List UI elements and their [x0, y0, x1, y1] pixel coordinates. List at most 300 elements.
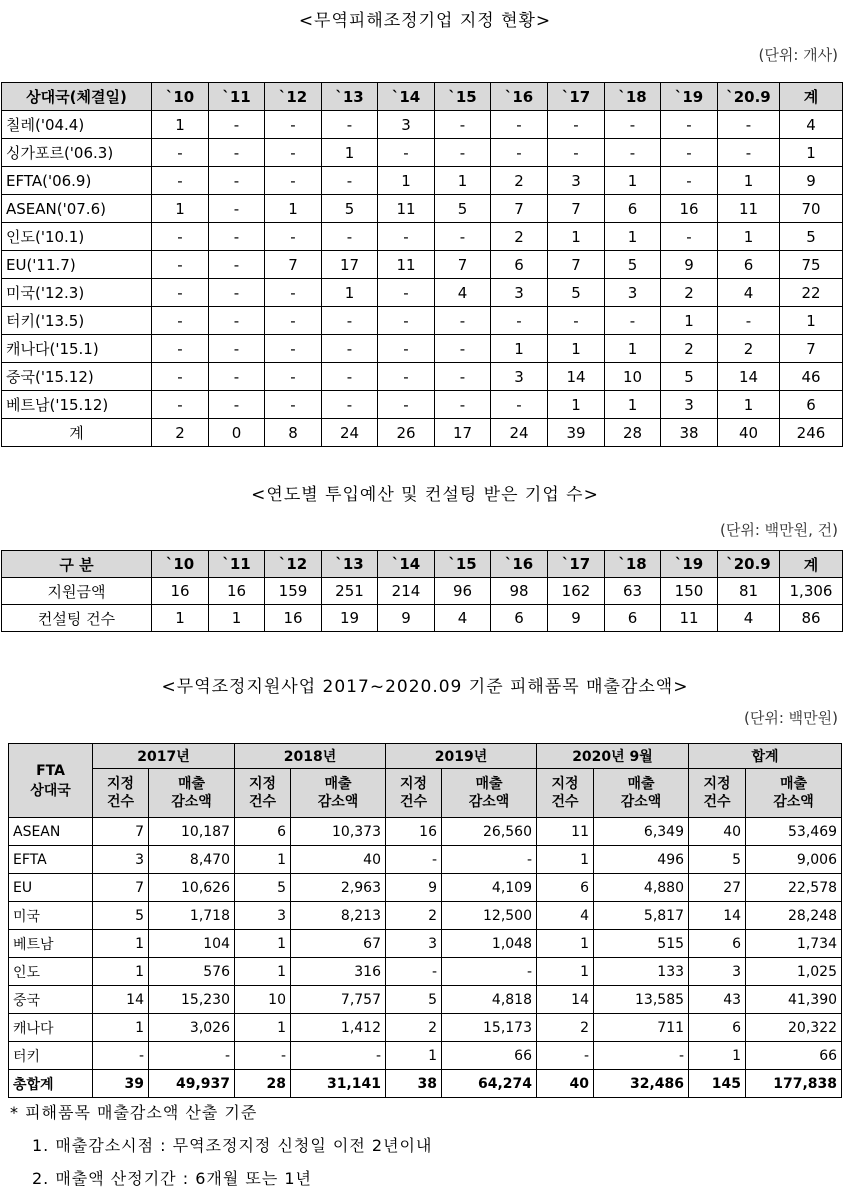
table-cell: -	[322, 363, 378, 391]
table-cell: 1	[322, 139, 378, 167]
table-cell: 63	[605, 578, 661, 605]
table-cell: -	[209, 307, 265, 335]
table-cell: 11	[378, 195, 435, 223]
table-cell: -	[152, 139, 209, 167]
table-cell: 6	[491, 605, 548, 632]
table-cell: 5	[93, 902, 149, 930]
table-cell: -	[491, 307, 548, 335]
row-label: 지원금액	[2, 578, 152, 605]
table-cell: -	[265, 335, 322, 363]
column-header: `13	[322, 83, 378, 111]
table-cell: 98	[491, 578, 548, 605]
table-cell: 24	[322, 419, 378, 447]
table-cell: 9	[661, 251, 718, 279]
table-row	[9, 930, 842, 958]
column-header: `18	[605, 83, 661, 111]
table-cell: 16	[152, 578, 209, 605]
table-cell: 11	[661, 605, 718, 632]
note-item-1: 1. 매출감소시점 : 무역조정지정 신청일 이전 2년이내	[32, 1136, 433, 1155]
table-cell: 2	[661, 279, 718, 307]
table-row	[2, 335, 843, 363]
table-cell: -	[661, 111, 718, 139]
table-row	[2, 307, 843, 335]
table-cell: -	[322, 307, 378, 335]
table-cell: 6,349	[594, 818, 689, 846]
table-cell: 9	[386, 874, 442, 902]
table-row	[9, 818, 842, 846]
column-header: `10	[152, 551, 209, 578]
amount-subheader: 매출 감소액	[149, 769, 235, 818]
table-cell: 1	[435, 167, 491, 195]
table-cell: 6	[689, 1014, 746, 1042]
year-header: 2019년	[386, 744, 537, 769]
table-cell: 2	[661, 335, 718, 363]
table-cell: 38	[661, 419, 718, 447]
table-cell: -	[265, 223, 322, 251]
table-cell: 13,585	[594, 986, 689, 1014]
table-cell: -	[378, 279, 435, 307]
table-cell: 3	[491, 363, 548, 391]
table-cell: 2	[152, 419, 209, 447]
table-cell: 159	[265, 578, 322, 605]
table-cell: 49,937	[149, 1070, 235, 1098]
column-header: `18	[605, 551, 661, 578]
table-cell: 19	[322, 605, 378, 632]
table-cell: -	[152, 251, 209, 279]
column-header: `15	[435, 83, 491, 111]
table-cell: 8,213	[291, 902, 386, 930]
table-cell: 251	[322, 578, 378, 605]
table-cell: 10	[235, 986, 291, 1014]
count-subheader: 지정 건수	[689, 769, 746, 818]
table-cell: 6	[689, 930, 746, 958]
table-cell: 5	[661, 363, 718, 391]
table-cell: -	[537, 1042, 594, 1070]
row-label: 베트남('15.12)	[2, 391, 152, 419]
table-cell: 1	[322, 279, 378, 307]
column-header: 계	[780, 551, 843, 578]
table-cell: -	[209, 223, 265, 251]
table-cell: -	[548, 307, 605, 335]
table-cell: 1	[689, 1042, 746, 1070]
table-cell: 8,470	[149, 846, 235, 874]
table-cell: 316	[291, 958, 386, 986]
row-label: 인도('10.1)	[2, 223, 152, 251]
table-cell: 14	[93, 986, 149, 1014]
note-item-2: 2. 매출액 산정기간 : 6개월 또는 1년	[32, 1169, 313, 1188]
table-cell: 10,187	[149, 818, 235, 846]
table-cell: 5	[780, 223, 843, 251]
table-cell: 6	[537, 874, 594, 902]
table-cell: 1	[93, 1014, 149, 1042]
table-cell: 2	[537, 1014, 594, 1042]
table-cell: -	[378, 307, 435, 335]
table-cell: 27	[689, 874, 746, 902]
table-cell: -	[209, 139, 265, 167]
row-label: 총합계	[9, 1070, 93, 1098]
year-header: 2017년	[93, 744, 235, 769]
table-cell: 26,560	[442, 818, 537, 846]
table-cell: 75	[780, 251, 843, 279]
table-cell: -	[209, 391, 265, 419]
table-cell: 11	[718, 195, 780, 223]
column-header: `11	[209, 83, 265, 111]
table-row	[2, 578, 843, 605]
section2-unit: (단위: 백만원, 건)	[719, 521, 838, 539]
table-cell: 1,718	[149, 902, 235, 930]
table-cell: 4	[435, 279, 491, 307]
table-cell: 17	[435, 419, 491, 447]
table-row	[2, 363, 843, 391]
amount-subheader: 매출 감소액	[594, 769, 689, 818]
table-cell: -	[152, 335, 209, 363]
table-cell: 1	[209, 605, 265, 632]
table-cell: 31,141	[291, 1070, 386, 1098]
table-cell: -	[209, 363, 265, 391]
table-cell: -	[435, 111, 491, 139]
table-cell: 1	[386, 1042, 442, 1070]
table-cell: 1	[605, 391, 661, 419]
table-cell: -	[322, 391, 378, 419]
table-cell: 22	[780, 279, 843, 307]
table-cell: 214	[378, 578, 435, 605]
table-cell: 5	[386, 986, 442, 1014]
table-row	[9, 1014, 842, 1042]
table-cell: 1	[491, 335, 548, 363]
table-cell: -	[93, 1042, 149, 1070]
table-cell: -	[442, 958, 537, 986]
row-label: 인도	[9, 958, 93, 986]
table-cell: -	[435, 335, 491, 363]
table-cell: -	[442, 846, 537, 874]
table-header-row	[2, 83, 843, 111]
table-cell: 53,469	[746, 818, 842, 846]
table-cell: 5	[605, 251, 661, 279]
column-header: `19	[661, 551, 718, 578]
table-cell: 12,500	[442, 902, 537, 930]
section1-title: <무역피해조정기업 지정 현황>	[298, 11, 552, 31]
table-cell: 9	[378, 605, 435, 632]
table-cell: 246	[780, 419, 843, 447]
table-cell: 96	[435, 578, 491, 605]
table-cell: 3	[378, 111, 435, 139]
table-cell: -	[235, 1042, 291, 1070]
table-row	[2, 251, 843, 279]
table-header-row	[2, 551, 843, 578]
table-cell: 24	[491, 419, 548, 447]
table-cell: 1	[537, 930, 594, 958]
row-label: 컨설팅 건수	[2, 605, 152, 632]
table-cell: 1	[93, 930, 149, 958]
table-cell: 3	[235, 902, 291, 930]
table-cell: 6	[605, 195, 661, 223]
table-cell: -	[152, 363, 209, 391]
table-cell: 16	[265, 605, 322, 632]
column-header: `11	[209, 551, 265, 578]
table-cell: 1	[718, 223, 780, 251]
table-row	[2, 605, 843, 632]
table-row	[2, 223, 843, 251]
table-cell: 162	[548, 578, 605, 605]
table-cell: 11	[537, 818, 594, 846]
table-cell: -	[265, 111, 322, 139]
table-cell: 41,390	[746, 986, 842, 1014]
table-cell: 6	[491, 251, 548, 279]
table-cell: -	[605, 307, 661, 335]
table-cell: 1	[661, 307, 718, 335]
amount-subheader: 매출 감소액	[746, 769, 842, 818]
column-header: `14	[378, 551, 435, 578]
table-cell: 7	[780, 335, 843, 363]
column-header: `10	[152, 83, 209, 111]
table-cell: 4	[537, 902, 594, 930]
table-row	[2, 111, 843, 139]
table-cell: 1,048	[442, 930, 537, 958]
table-cell: 8	[265, 419, 322, 447]
table-cell: 1	[537, 846, 594, 874]
table-row	[9, 1042, 842, 1070]
table-cell: 28	[235, 1070, 291, 1098]
table-cell: 3	[93, 846, 149, 874]
table-cell: 1	[548, 335, 605, 363]
table-cell: 9	[780, 167, 843, 195]
table-cell: 66	[442, 1042, 537, 1070]
row-label: EFTA	[9, 846, 93, 874]
table-cell: -	[491, 111, 548, 139]
table-cell: -	[386, 846, 442, 874]
table-cell: 1	[718, 391, 780, 419]
year-header: 합계	[689, 744, 842, 769]
table-cell: 104	[149, 930, 235, 958]
table-cell: 3	[661, 391, 718, 419]
table-cell: 66	[746, 1042, 842, 1070]
table-cell: -	[209, 195, 265, 223]
table-cell: 17	[322, 251, 378, 279]
table-row	[2, 139, 843, 167]
year-header-row	[9, 744, 842, 769]
column-header: `16	[491, 551, 548, 578]
table-cell: -	[386, 958, 442, 986]
table-cell: 39	[93, 1070, 149, 1098]
table-cell: 150	[661, 578, 718, 605]
table-row	[9, 986, 842, 1014]
table-cell: 5	[689, 846, 746, 874]
table-cell: 32,486	[594, 1070, 689, 1098]
table-cell: -	[435, 363, 491, 391]
table-cell: -	[265, 279, 322, 307]
table-cell: 1	[780, 139, 843, 167]
table-cell: 1	[93, 958, 149, 986]
section1-unit: (단위: 개사)	[758, 46, 838, 64]
section3-title: <무역조정지원사업 2017~2020.09 기준 피해품목 매출감소액>	[161, 677, 689, 697]
table-row	[2, 419, 843, 447]
table-cell: 7	[93, 818, 149, 846]
table-cell: -	[435, 307, 491, 335]
table-cell: 28	[605, 419, 661, 447]
table-cell: 7	[93, 874, 149, 902]
column-header: `16	[491, 83, 548, 111]
table-cell: 3	[689, 958, 746, 986]
table-cell: -	[149, 1042, 235, 1070]
table-cell: 145	[689, 1070, 746, 1098]
row-label: 중국('15.12)	[2, 363, 152, 391]
table-cell: 15,230	[149, 986, 235, 1014]
table-cell: 2	[718, 335, 780, 363]
sales-decrease-table	[8, 743, 842, 1098]
count-subheader: 지정 건수	[537, 769, 594, 818]
table-cell: 711	[594, 1014, 689, 1042]
row-label: EFTA('06.9)	[2, 167, 152, 195]
column-header: `19	[661, 83, 718, 111]
table-cell: 11	[378, 251, 435, 279]
table-cell: -	[291, 1042, 386, 1070]
row-label: 터키('13.5)	[2, 307, 152, 335]
table-cell: -	[661, 167, 718, 195]
row-label: 칠레('04.4)	[2, 111, 152, 139]
table-cell: 5,817	[594, 902, 689, 930]
table-cell: 38	[386, 1070, 442, 1098]
table-cell: 1	[548, 223, 605, 251]
table-cell: -	[661, 139, 718, 167]
table-cell: 1,306	[780, 578, 843, 605]
table-cell: 81	[718, 578, 780, 605]
table-cell: 20,322	[746, 1014, 842, 1042]
table-cell: 7	[548, 251, 605, 279]
table-cell: 6	[718, 251, 780, 279]
table-cell: 2	[491, 167, 548, 195]
column-header: `15	[435, 551, 491, 578]
table-cell: 576	[149, 958, 235, 986]
table-cell: 5	[435, 195, 491, 223]
row-label: 계	[2, 419, 152, 447]
table-cell: 7	[265, 251, 322, 279]
table-row	[9, 874, 842, 902]
table-cell: -	[322, 223, 378, 251]
table-cell: 70	[780, 195, 843, 223]
amount-subheader: 매출 감소액	[291, 769, 386, 818]
table-cell: 7	[491, 195, 548, 223]
table-cell: -	[718, 307, 780, 335]
table-cell: 2	[386, 902, 442, 930]
table-cell: -	[605, 139, 661, 167]
column-header: `14	[378, 83, 435, 111]
table-cell: 40	[689, 818, 746, 846]
table-cell: -	[435, 223, 491, 251]
column-header: `20.9	[718, 83, 780, 111]
table-cell: 1	[235, 1014, 291, 1042]
table-cell: -	[548, 139, 605, 167]
table-cell: -	[322, 167, 378, 195]
table-cell: -	[435, 139, 491, 167]
row-label: 캐나다	[9, 1014, 93, 1042]
table-cell: 86	[780, 605, 843, 632]
table-cell: -	[265, 391, 322, 419]
table-cell: 1,734	[746, 930, 842, 958]
table-cell: -	[605, 111, 661, 139]
table-cell: 10,626	[149, 874, 235, 902]
table-cell: 3	[605, 279, 661, 307]
table-cell: 64,274	[442, 1070, 537, 1098]
column-header: `12	[265, 551, 322, 578]
row-label: 터키	[9, 1042, 93, 1070]
table-cell: 9,006	[746, 846, 842, 874]
table-cell: 4	[780, 111, 843, 139]
table-cell: 3	[386, 930, 442, 958]
table-cell: -	[265, 307, 322, 335]
count-subheader: 지정 건수	[235, 769, 291, 818]
table-cell: 26	[378, 419, 435, 447]
section2-title: <연도별 투입예산 및 컨설팅 받은 기업 수>	[251, 485, 599, 505]
table-cell: 1	[378, 167, 435, 195]
fta-corner-header: FTA 상대국	[9, 744, 93, 818]
table-cell: -	[661, 223, 718, 251]
table-cell: 4,109	[442, 874, 537, 902]
count-subheader: 지정 건수	[93, 769, 149, 818]
table-cell: 7,757	[291, 986, 386, 1014]
table-cell: 6	[605, 605, 661, 632]
row-label: 중국	[9, 986, 93, 1014]
table-cell: 4	[718, 279, 780, 307]
table-row	[9, 958, 842, 986]
table-row	[2, 279, 843, 307]
table-cell: -	[322, 335, 378, 363]
table-cell: -	[594, 1042, 689, 1070]
table-cell: 1	[265, 195, 322, 223]
table-cell: 1	[152, 195, 209, 223]
table-cell: 5	[235, 874, 291, 902]
table-cell: -	[491, 391, 548, 419]
table-cell: 1	[235, 846, 291, 874]
table-cell: 7	[548, 195, 605, 223]
table-cell: -	[491, 139, 548, 167]
table-cell: 1	[605, 167, 661, 195]
table-cell: 4	[435, 605, 491, 632]
table-cell: 9	[548, 605, 605, 632]
table-row	[2, 195, 843, 223]
table-cell: 1	[537, 958, 594, 986]
table-cell: 1,412	[291, 1014, 386, 1042]
table-cell: 1	[548, 391, 605, 419]
table-cell: -	[378, 139, 435, 167]
table-cell: -	[209, 167, 265, 195]
row-label: 싱가포르('06.3)	[2, 139, 152, 167]
table-cell: -	[209, 111, 265, 139]
table-cell: 14	[548, 363, 605, 391]
table-cell: 46	[780, 363, 843, 391]
table-cell: -	[209, 279, 265, 307]
table-cell: -	[152, 279, 209, 307]
table-cell: -	[209, 251, 265, 279]
table-cell: -	[378, 335, 435, 363]
row-label: 베트남	[9, 930, 93, 958]
table-cell: 40	[537, 1070, 594, 1098]
row-label: EU	[9, 874, 93, 902]
column-header: `17	[548, 551, 605, 578]
table-cell: -	[378, 223, 435, 251]
sub-header-row	[9, 769, 842, 818]
column-header: 상대국(체결일)	[2, 83, 152, 111]
table-cell: 5	[548, 279, 605, 307]
table-cell: -	[265, 363, 322, 391]
table-cell: 133	[594, 958, 689, 986]
table-cell: 28,248	[746, 902, 842, 930]
table-cell: 3,026	[149, 1014, 235, 1042]
table-row	[9, 846, 842, 874]
row-label: ASEAN	[9, 818, 93, 846]
table-cell: -	[435, 391, 491, 419]
budget-table	[1, 550, 843, 632]
section3-unit: (단위: 백만원)	[744, 709, 838, 727]
